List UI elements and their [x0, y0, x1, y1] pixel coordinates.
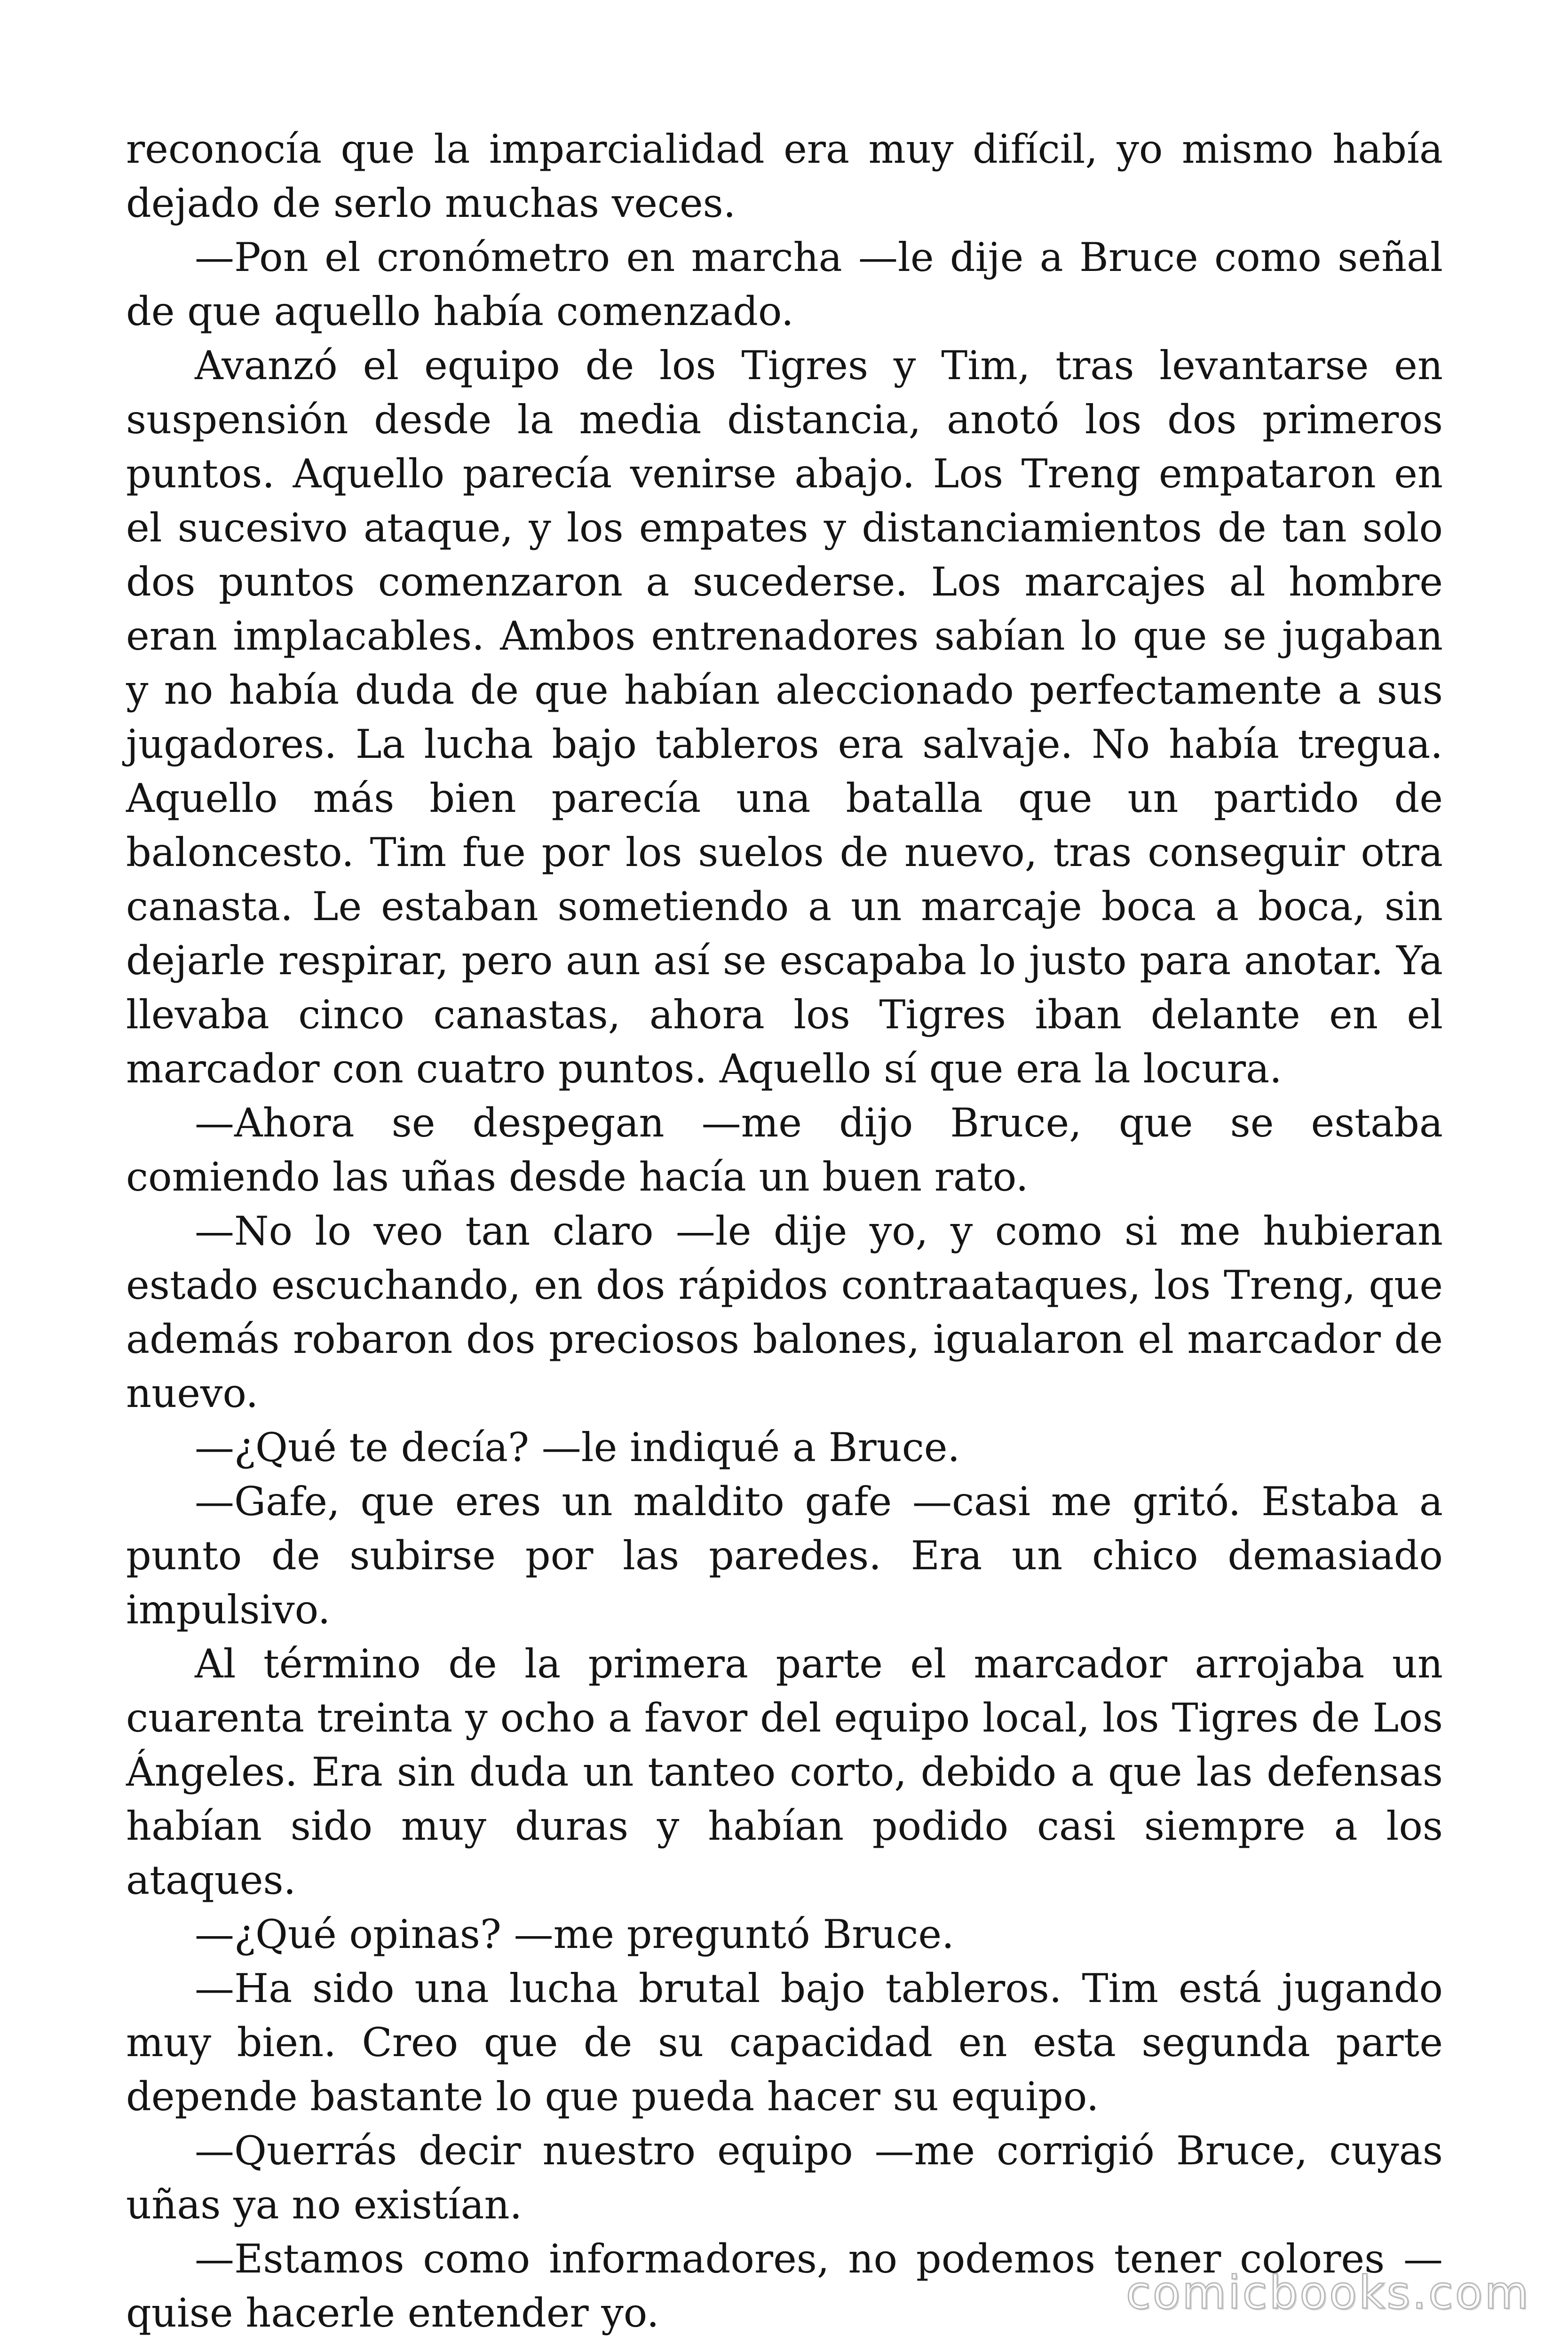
paragraph: —¿Qué te decía? —le indiqué a Bruce. — [195, 1424, 960, 1470]
watermark: comicbooks.com — [1125, 2266, 1530, 2319]
paragraph: —Ha sido una lucha brutal bajo tableros. Tim está jugando muy bien. Creo que de su capacidad en esta segunda parte depende bastante lo que pueda hacer su equipo. — [126, 1965, 1443, 2120]
paragraph: Avanzó el equipo de los Tigres y Tim, tras levantarse en suspensión desde la media distancia, anotó los dos primeros puntos. Aquello parecía venirse abajo. Los Treng empataron en el sucesivo ataque, y los empates y distanciamientos de tan solo dos puntos comenzaron a sucederse. Los marcajes al hombre eran implacables. Ambos entrenadores sabían lo que se jugaban y no había duda de que habían aleccionado perfectamente a sus jugadores. La lucha bajo tableros era salvaje. No había tregua. Aquello más bien parecía una batalla que un partido de baloncesto. Tim fue por los suelos de nuevo, tras conseguir otra canasta. Le estaban sometiendo a un marcaje boca a boca, sin dejarle respirar, pero aun así se escapaba lo justo para anotar. Ya llevaba cinco canastas, ahora los Tigres iban delante en el marcador con cuatro puntos. Aquello sí que era la locura. — [126, 342, 1443, 1092]
paragraph: reconocía que la imparcialidad era muy difícil, yo mismo había dejado de serlo muchas veces. — [126, 126, 1443, 226]
body-text — [126, 122, 1443, 2340]
paragraph: —¿Qué opinas? —me preguntó Bruce. — [195, 1911, 954, 1957]
paragraph: —Ahora se despegan —me dijo Bruce, que se estaba comiendo las uñas desde hacía un buen rato. — [126, 1100, 1443, 1200]
paragraph: —Querrás decir nuestro equipo —me corrigió Bruce, cuyas uñas ya no existían. — [126, 2128, 1443, 2228]
paragraph: —No lo veo tan claro —le dije yo, y como si me hubieran estado escuchando, en dos rápidos contraataques, los Treng, que además robaron dos preciosos balones, igualaron el marcador de nuevo. — [126, 1208, 1443, 1416]
paragraph: —Gafe, que eres un maldito gafe —casi me gritó. Estaba a punto de subirse por las paredes. Era un chico demasiado impulsivo. — [126, 1478, 1443, 1633]
paragraph: —Pon el cronómetro en marcha —le dije a Bruce como señal de que aquello había comenzado. — [126, 234, 1443, 334]
paragraph: Al término de la primera parte el marcador arrojaba un cuarenta treinta y ocho a favor del equipo local, los Tigres de Los Ángeles. Era sin duda un tanteo corto, debido a que las defensas habían sido muy duras y habían podido casi siempre a los ataques. — [126, 1641, 1443, 1903]
paragraph: —Estamos como informadores, no podemos tener colores — quise hacerle entender yo. — [126, 2236, 1443, 2336]
